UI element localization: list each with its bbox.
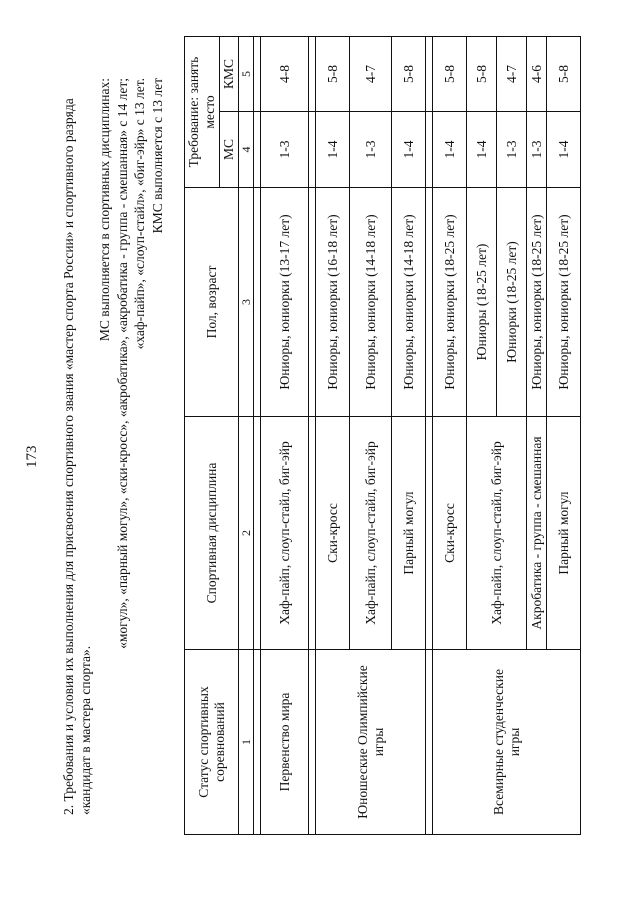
sex-age-cell: Юниоры, юниорки (13-17 лет) [261,188,309,417]
spacer-row [254,37,261,835]
discipline-cell: Парный могул [547,417,581,650]
status-cell: Первенство мира [261,650,309,835]
table-header-row [185,37,220,835]
kms-cell: 5-8 [433,37,467,112]
column-number-row [239,37,254,835]
discipline-cell: Ски-кросс [316,417,350,650]
requirements-table [184,36,581,835]
ms-cell: 1-4 [467,112,497,188]
ms-cell: 1-3 [350,112,392,188]
sex-age-cell: Юниоры (18-25 лет) [467,188,497,417]
header-sex-age: Пол, возраст [185,188,239,417]
discipline-cell: Акробатика - группа - смешанная [527,417,547,650]
kms-cell: 5-8 [316,37,350,112]
status-cell: Всемирные студенческие игры [433,650,581,835]
table-row [316,37,350,835]
discipline-cell: Хаф-пайп, слоуп-стайл, биг-эйр [350,417,392,650]
kms-cell: 4-7 [350,37,392,112]
kms-cell: 4-8 [261,37,309,112]
ms-cell: 1-4 [392,112,426,188]
sex-age-cell: Юниоры, юниорки (18-25 лет) [527,188,547,417]
note-line-4: КМС выполняется с 13 лет [149,78,165,234]
age-note [96,78,166,838]
discipline-cell: Хаф-пайп, слоуп-стайл, биг-эйр [261,417,309,650]
sex-age-cell: Юниоры, юниорки (18-25 лет) [433,188,467,417]
ms-cell: 1-4 [547,112,581,188]
ms-cell: 1-3 [261,112,309,188]
kms-cell: 5-8 [547,37,581,112]
intro-line-2: «кандидат в мастера спорта». [78,645,93,815]
page-number: 173 [24,445,40,468]
ms-cell: 1-4 [316,112,350,188]
spacer-row [309,37,316,835]
header-kms: КМС [220,37,239,112]
kms-cell: 5-8 [467,37,497,112]
kms-cell: 4-7 [497,37,527,112]
column-number: 4 [239,112,254,188]
table-row [433,37,467,835]
column-number: 2 [239,417,254,650]
header-discipline: Спортивная дисциплина [185,417,239,650]
sex-age-cell: Юниорки (18-25 лет) [497,188,527,417]
column-number: 1 [239,650,254,835]
sex-age-cell: Юниоры, юниорки (14-18 лет) [392,188,426,417]
discipline-cell: Хаф-пайп, слоуп-стайл, биг-эйр [467,417,527,650]
header-status: Статус спортивных соревнований [185,650,239,835]
discipline-cell: Парный могул [392,417,426,650]
header-ms: МС [220,112,239,188]
sex-age-cell: Юниоры, юниорки (18-25 лет) [547,188,581,417]
ms-cell: 1-3 [497,112,527,188]
ms-cell: 1-3 [527,112,547,188]
column-number: 5 [239,37,254,112]
status-cell: Юношеские Олимпийские игры [316,650,426,835]
ms-cell: 1-4 [433,112,467,188]
table-row [261,37,309,835]
kms-cell: 5-8 [392,37,426,112]
column-number: 3 [239,188,254,417]
section-intro [60,95,94,815]
note-line-1: МС выполняется в спортивных дисциплинах: [97,78,112,342]
note-line-2: «могул», «парный могул», «ски-кросс», «акробатика», «акробатика - группа - смешанная» с 14 лет; [114,78,130,649]
note-line-3: «хаф-пайп», «слоуп-стайл», «биг-эйр» с 13 лет. [132,78,147,350]
sex-age-cell: Юниоры, юниорки (16-18 лет) [316,188,350,417]
kms-cell: 4-6 [527,37,547,112]
intro-line-1: 2. Требования и условия их выполнения для присвоения спортивного звания «мастер спорта России» и спортивного разряда [61,98,76,815]
sex-age-cell: Юниоры, юниорки (14-18 лет) [350,188,392,417]
header-requirement: Требование: занять место [185,37,220,188]
spacer-row [426,37,433,835]
discipline-cell: Ски-кросс [433,417,467,650]
